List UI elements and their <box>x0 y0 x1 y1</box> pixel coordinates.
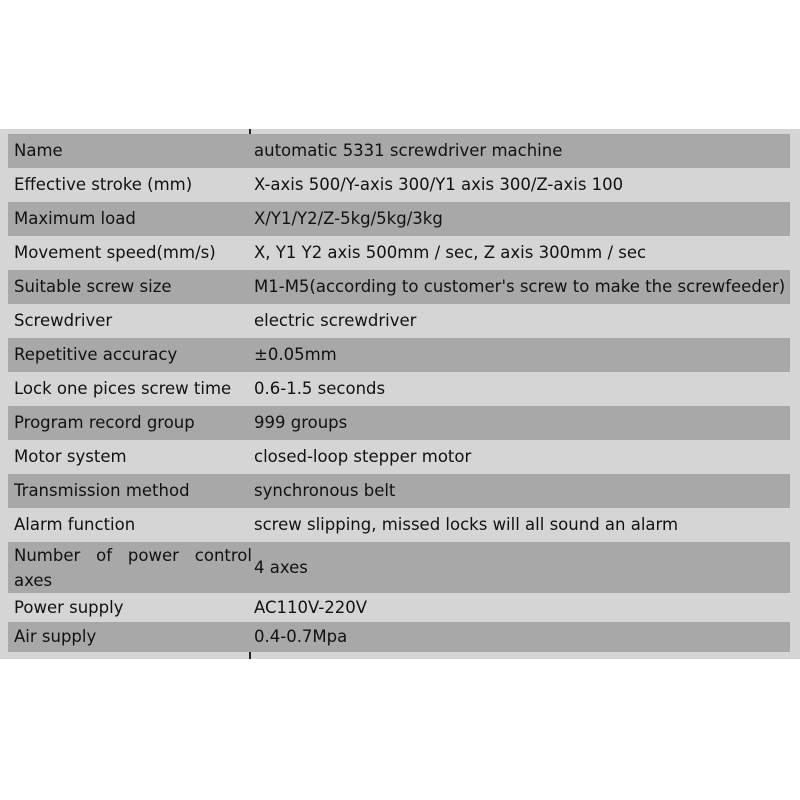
row-value: ±0.05mm <box>254 345 337 364</box>
row-label: Movement speed(mm/s) <box>14 243 216 262</box>
row-label: Air supply <box>14 627 97 646</box>
table-row <box>8 474 790 508</box>
row-label: Repetitive accuracy <box>14 345 178 364</box>
row-label: Lock one pices screw time <box>14 379 232 398</box>
row-value: 0.6-1.5 seconds <box>254 379 386 398</box>
row-label: Alarm function <box>14 515 136 534</box>
table-row <box>8 508 790 542</box>
row-value: M1-M5(according to customer's screw to make the screwfeeder) <box>254 277 786 296</box>
row-value: X/Y1/Y2/Z-5kg/5kg/3kg <box>254 209 443 228</box>
spec-table <box>0 129 800 659</box>
row-value: closed-loop stepper motor <box>254 447 472 466</box>
table-row <box>8 542 790 593</box>
table-row <box>8 338 790 372</box>
row-label: Effective stroke (mm) <box>14 175 193 194</box>
row-value: AC110V-220V <box>254 598 368 617</box>
row-value: X, Y1 Y2 axis 500mm / sec, Z axis 300mm / sec <box>254 243 647 262</box>
row-value: synchronous belt <box>254 481 396 500</box>
row-value: X-axis 500/Y-axis 300/Y1 axis 300/Z-axis 100 <box>254 175 624 194</box>
table-row <box>8 622 790 652</box>
table-row <box>8 440 790 474</box>
row-label: Maximum load <box>14 209 136 228</box>
row-label: Screwdriver <box>14 311 113 330</box>
row-label: Suitable screw size <box>14 277 172 296</box>
table-row <box>8 406 790 440</box>
table-row <box>8 304 790 338</box>
row-value: 999 groups <box>254 413 348 432</box>
row-value: electric screwdriver <box>254 311 417 330</box>
row-label: Motor system <box>14 447 127 466</box>
table-row <box>8 270 790 304</box>
row-value: 0.4-0.7Mpa <box>254 627 348 646</box>
row-value: automatic 5331 screwdriver machine <box>254 141 563 160</box>
row-value: 4 axes <box>254 558 308 577</box>
table-row <box>8 168 790 202</box>
row-label: Power supply <box>14 598 124 617</box>
table-row <box>8 134 790 168</box>
row-label: Transmission method <box>14 481 190 500</box>
table-row <box>8 236 790 270</box>
row-value: screw slipping, missed locks will all sound an alarm <box>254 515 679 534</box>
row-label: Program record group <box>14 413 195 432</box>
table-row <box>8 202 790 236</box>
row-label: Name <box>14 141 63 160</box>
table-row <box>8 372 790 406</box>
row-label: Number of power control axes <box>14 546 252 590</box>
table-row <box>8 593 790 622</box>
